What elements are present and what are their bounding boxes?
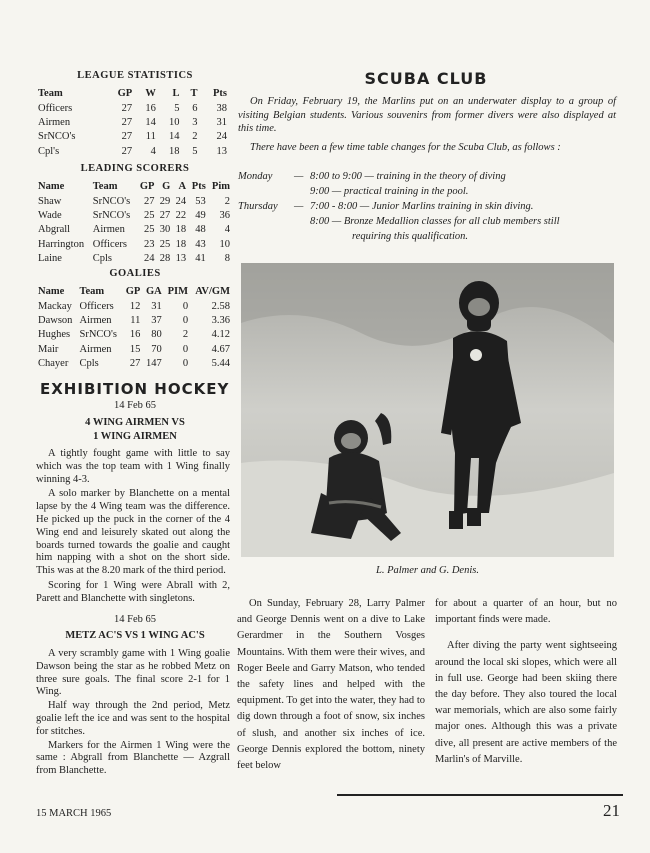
table-cell: 23 <box>143 238 155 250</box>
table-cell: Officers <box>92 238 127 250</box>
table-cell: 30 <box>159 224 171 236</box>
table-cell: Cpls <box>79 358 99 370</box>
schedule-text: 7:00 - 8:00 — Junior Marlins training in skin diving. <box>310 201 534 212</box>
table-cell: 13 <box>175 253 187 265</box>
table-cell: 43 <box>195 238 206 250</box>
game1-paragraph-1: A tightly fought game with little to say which was the top team with 1 Wing finally winning 4-3. <box>36 448 230 485</box>
table-cell: 38 <box>216 102 227 114</box>
table-cell: Harrington <box>38 238 85 250</box>
game1-date: 14 Feb 65 <box>114 400 156 411</box>
scuba-divers-photo <box>241 263 614 557</box>
table-cell: 14 <box>145 117 156 129</box>
league-stats-title: LEAGUE STATISTICS <box>77 70 193 81</box>
leading-scorers-table <box>36 179 232 266</box>
scorers-header-5: Pts <box>191 181 206 192</box>
table-row <box>36 115 229 129</box>
table-cell: 15 <box>129 343 141 355</box>
goalies-header-0: Name <box>38 286 65 297</box>
table-cell: 24 <box>175 195 187 207</box>
game1-subtitle-2: 1 WING AIRMEN <box>93 431 177 442</box>
game1-subtitle-1: 4 WING AIRMEN VS <box>85 417 185 428</box>
game2-date: 14 Feb 65 <box>114 614 156 625</box>
table-cell: Hughes <box>38 329 71 341</box>
table-cell: Mackay <box>38 300 72 312</box>
game1-paragraph-3: Scoring for 1 Wing were Abrall with 2, Parett and Blanchette with singletons. <box>36 579 230 604</box>
table-cell: 4 <box>224 224 230 236</box>
schedule-line <box>238 171 618 186</box>
table-cell: 11 <box>145 131 156 143</box>
game2-paragraph-2: Half way through the 2nd period, Metz goalie left the ice and was sent to the hospital for stitches. <box>36 700 230 737</box>
scuba-intro: On Friday, February 19, the Marlins put on an underwater display to a group of visiting Belgian students. Various souvenirs from former divers were also displayed at this time. <box>238 96 616 134</box>
goalies-header-2: GP <box>125 286 141 297</box>
table-cell: Cpls <box>92 253 113 265</box>
schedule-dash: — <box>294 171 304 182</box>
table-cell: 4.12 <box>211 329 230 341</box>
table-row <box>36 101 229 115</box>
scuba-column-2-main: After diving the party went sightseeing around the local ski slopes, which were all in full use. George had been skiing there the day before. They also toured the local war memorials, which are also some fairly major ones. Although this was a private dive, all present are active members of the Marlin's of Marville. <box>435 640 617 765</box>
table-row <box>36 208 232 222</box>
league-stats-table <box>36 86 229 159</box>
table-cell: 31 <box>151 300 162 312</box>
table-row <box>36 299 232 313</box>
table-cell: 5.44 <box>211 358 230 370</box>
table-cell: 24 <box>143 253 155 265</box>
scorers-header-4: A <box>178 181 187 192</box>
game2-subtitle: METZ AC'S VS 1 WING AC'S <box>65 630 205 641</box>
scorers-header-1: Team <box>92 181 118 192</box>
footer-date: 15 MARCH 1965 <box>36 808 112 819</box>
table-cell: Shaw <box>38 195 62 207</box>
scorers-header-0: Name <box>38 181 65 192</box>
table-cell: 16 <box>145 102 156 114</box>
scuba-club-title: SCUBA CLUB <box>364 69 488 88</box>
table-cell: 24 <box>216 131 227 143</box>
table-cell: 25 <box>143 210 155 222</box>
schedule-text: 9:00 — practical training in the pool. <box>310 186 469 197</box>
league-header-3: L <box>172 88 180 99</box>
table-cell: 36 <box>219 210 230 222</box>
table-cell: 27 <box>121 117 133 129</box>
table-cell: 12 <box>129 300 141 312</box>
table-cell: 31 <box>216 117 227 129</box>
schedule-day: Thursday <box>238 201 278 212</box>
schedule-line <box>238 201 618 216</box>
table-cell: 53 <box>195 195 206 207</box>
schedule-line <box>238 216 618 231</box>
table-cell: Cpl's <box>38 145 60 157</box>
table-cell: 27 <box>143 195 155 207</box>
table-cell: Dawson <box>38 315 73 327</box>
table-cell: Wade <box>38 210 62 222</box>
table-cell: 5 <box>192 145 198 157</box>
table-cell: 0 <box>182 343 189 355</box>
table-cell: 2 <box>182 329 189 341</box>
table-cell: 6 <box>192 102 198 114</box>
scuba-changes: There have been a few time table changes for the Scuba Club, as follows : <box>250 141 561 153</box>
table-row <box>36 357 232 371</box>
table-cell: 0 <box>182 315 189 327</box>
table-cell: 25 <box>159 238 171 250</box>
table-row <box>36 342 232 356</box>
table-cell: 37 <box>151 315 162 327</box>
league-header-2: W <box>145 88 156 99</box>
table-cell: 14 <box>169 131 180 143</box>
table-cell: 2.58 <box>211 300 230 312</box>
schedule-line <box>238 231 618 246</box>
league-header-4: T <box>190 88 198 99</box>
page-number: 21 <box>603 801 620 820</box>
goalies-header-4: PIM <box>167 286 189 297</box>
exhibition-hockey-title: EXHIBITION HOCKEY <box>40 380 230 398</box>
table-cell: 4.67 <box>211 343 230 355</box>
table-cell: 11 <box>130 315 141 327</box>
table-cell: 27 <box>121 102 133 114</box>
table-cell: Chayer <box>38 358 69 370</box>
table-cell: Officers <box>79 300 114 312</box>
schedule-day: Monday <box>238 171 273 182</box>
table-cell: 3 <box>192 117 198 129</box>
table-cell: 49 <box>195 210 206 222</box>
schedule-dash: — <box>294 201 304 212</box>
table-cell: Officers <box>38 102 73 114</box>
divers-illustration <box>241 263 614 557</box>
table-cell: 2 <box>224 195 230 207</box>
goalies-header-1: Team <box>79 286 105 297</box>
schedule-text: 8:00 to 9:00 — training in the theory of diving <box>310 171 506 182</box>
schedule-text: requiring this qualification. <box>352 231 468 242</box>
leading-scorers-title: LEADING SCORERS <box>80 163 190 174</box>
goalies-header-5: AV/GM <box>195 286 230 297</box>
table-cell: 18 <box>175 224 187 236</box>
table-cell: 27 <box>159 210 171 222</box>
game2-paragraph-3: Markers for the Airmen 1 Wing were the same : Abgrall from Blanchette — Azgrall from Blanchette. <box>36 739 230 777</box>
table-cell: Airmen <box>92 224 125 236</box>
table-cell: 41 <box>195 253 206 265</box>
photo-caption: L. Palmer and G. Denis. <box>376 565 479 576</box>
table-row <box>36 237 232 251</box>
league-header-5: Pts <box>213 88 227 99</box>
table-cell: 16 <box>129 329 141 341</box>
table-cell: 10 <box>169 117 180 129</box>
goalies-table <box>36 284 232 371</box>
goalies-title: GOALIES <box>109 268 161 279</box>
game1-paragraph-2: A solo marker by Blanchette on a mental lapse by the 4 Wing team was the difference. He picked up the puck in the corner of the 4 Wing end and leisurely skated out along the boards turned towards the goalie and caught him napping with a shot on the short side. This was at the 8.20 mark of the third period. <box>36 488 230 577</box>
table-cell: 18 <box>169 145 180 157</box>
table-row <box>36 223 232 237</box>
table-cell: Laine <box>38 253 62 265</box>
scuba-schedule <box>238 171 618 246</box>
table-cell: 27 <box>129 358 141 370</box>
table-cell: 27 <box>121 131 133 143</box>
table-cell: Mair <box>38 343 59 355</box>
table-cell: Airmen <box>79 343 112 355</box>
table-cell: 3.36 <box>211 315 230 327</box>
table-cell: 8 <box>224 253 230 265</box>
table-cell: 2 <box>192 131 198 143</box>
table-cell: 28 <box>159 253 171 265</box>
scorers-header-2: GP <box>139 181 155 192</box>
scorers-header-6: Pim <box>211 181 230 192</box>
table-cell: 0 <box>182 358 189 370</box>
table-cell: 5 <box>174 102 180 114</box>
table-cell: 22 <box>175 210 187 222</box>
table-cell: 29 <box>159 195 171 207</box>
league-header-1: GP <box>117 88 133 99</box>
schedule-line <box>238 186 618 201</box>
scuba-column-2-top: for about a quarter of an hour, but no important finds were made. <box>435 598 617 626</box>
table-row <box>36 328 232 342</box>
table-cell: 48 <box>195 224 206 236</box>
table-cell: 147 <box>145 358 162 370</box>
table-row <box>36 194 232 208</box>
table-cell: 4 <box>150 145 156 157</box>
table-cell: Abgrall <box>38 224 71 236</box>
table-cell: 13 <box>216 145 227 157</box>
scuba-column-1: On Sunday, February 28, Larry Palmer and George Dennis went on a dive to Lake Gerardmer in the Southern Vosges Mountains. With them were their wives, and Roger Beele and Garry Matson, who tended the safety lines and helped with the equipment. To get into the water, they had to dig down through a foot of snow, six inches of slush, and another six inches of ice. George Dennis explored the bottom, ninety feet below <box>237 598 425 772</box>
table-row <box>36 252 232 266</box>
table-cell: SrNCO's <box>38 131 76 143</box>
league-header-0: Team <box>38 88 63 99</box>
table-cell: Airmen <box>38 117 71 129</box>
goalies-header-3: GA <box>145 286 162 297</box>
table-row <box>36 144 229 158</box>
table-cell: SrNCO's <box>92 210 131 222</box>
table-cell: 25 <box>143 224 155 236</box>
table-cell: 70 <box>151 343 162 355</box>
footer-rule <box>337 794 623 796</box>
table-cell: 18 <box>175 238 187 250</box>
scorers-header-3: G <box>162 181 171 192</box>
table-cell: 80 <box>151 329 162 341</box>
table-cell: SrNCO's <box>92 195 131 207</box>
table-row <box>36 130 229 144</box>
table-cell: Airmen <box>79 315 112 327</box>
table-cell: SrNCO's <box>79 329 117 341</box>
table-cell: 10 <box>219 238 230 250</box>
table-cell: 0 <box>182 300 189 312</box>
table-row <box>36 313 232 327</box>
table-cell: 27 <box>121 145 133 157</box>
game2-paragraph-1: A very scrambly game with 1 Wing goalie Dawson being the star as he robbed Metz on three sure goals. The final score 2-1 for 1 Wing. <box>36 648 230 698</box>
schedule-text: 8:00 — Bronze Medallion classes for all club members still <box>310 216 560 227</box>
